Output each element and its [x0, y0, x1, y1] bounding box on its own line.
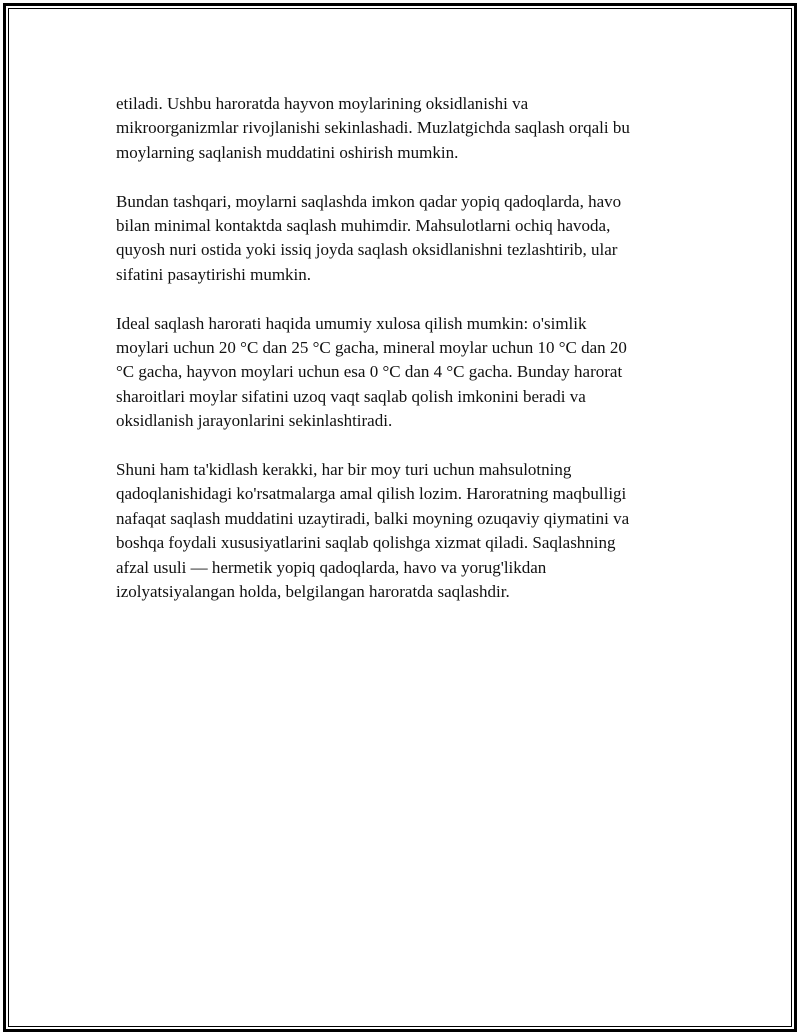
paragraph-2: Bundan tashqari, moylarni saqlashda imkon qadar yopiq qadoqlarda, havo bilan minimal kontaktda saqlash muhimdir. Mahsulotlarni ochiq havoda, quyosh nuri ostida yoki issiq joyda saqlash oksidlanishni tezlashtirib, ular sifatini pasaytirishi mumkin. [116, 191, 622, 284]
paragraph-1: etiladi. Ushbu haroratda hayvon moylarining oksidlanishi va mikroorganizmlar rivojlanishi sekinlashadi. Muzlatgichda saqlash orqali bu moylarning saqlanish muddatini oshirish mumkin. [116, 94, 630, 162]
paragraph-4: Shuni ham ta'kidlash kerakki, har bir moy turi uchun mahsulotning qadoqlanishidagi ko'rsatmalarga amal qilish lozim. Haroratning maqbulligi nafaqat saqlash muddatini uzaytiradi, balki moyning ozuqaviy qiymatini va boshqa foydali xususiyatlarini saqlab qolishga xizmat qiladi. Saqlashning afzal usuli — hermetik yopiq qadoqlarda, havo va yorug'likdan izolyatsiyalangan holda, belgilangan haroratda saqlashdir. [116, 460, 630, 602]
paragraph-3: Ideal saqlash harorati haqida umumiy xulosa qilish mumkin: o'simlik moylari uchun 20 °C dan 25 °C gacha, mineral moylar uchun 10 °C dan 20 °C gacha, hayvon moylari uchun esa 0 °C dan 4 °C gacha. Bunday harorat sharoitlari moylar sifatini uzoq vaqt saqlab qolish imkonini beradi va oksidlanish jarayonlarini sekinlashtiradi. [116, 313, 627, 431]
document-body [116, 92, 686, 629]
